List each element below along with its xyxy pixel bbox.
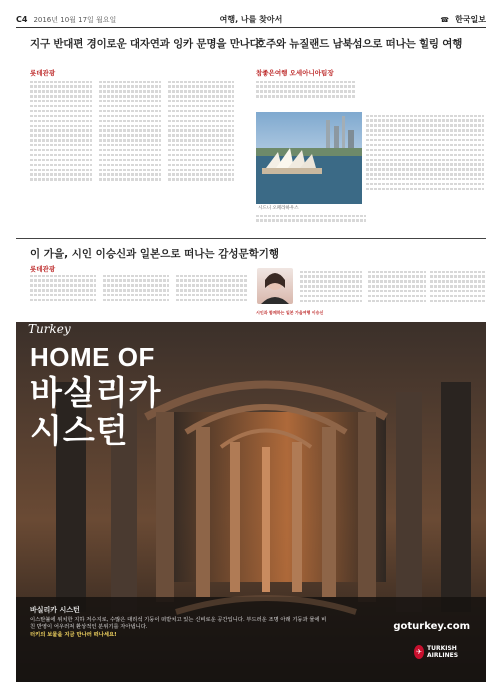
article1-byline: 롯데관광: [30, 69, 56, 77]
turkish-airlines-logo: [414, 642, 472, 662]
turkey-ad[interactable]: [16, 322, 486, 682]
article2-column-right: [366, 112, 484, 230]
airline-emblem-icon: ✈: [414, 645, 424, 659]
ad-home-of: HOME OF: [30, 342, 155, 372]
page-number: C4: [16, 15, 28, 24]
portrait-caption: 시인과 함께하는 일본 가을여행 이승신: [256, 310, 324, 315]
issue-date: 2016년 10월 17일 월요일: [33, 15, 117, 24]
article3-byline: 롯데관광: [30, 265, 56, 273]
author-portrait: [257, 268, 293, 304]
article2-headline: 호주와 뉴질랜드 남북섬으로 떠나는 힐링 여행: [256, 38, 463, 50]
ad-body-text: 이스탄불에 위치한 지하 저수지로, 수많은 대리석 기둥이 떠받치고 있는 신비로운 공간입니다. 부드러운 조명 아래 기둥과 물에 비친 반영이 어우러져 환상적인 분위기를 자아냅니다.: [30, 616, 327, 631]
ad-title-line-2: 시스턴: [30, 411, 129, 450]
ad-body-head: 바실리카 시스턴: [30, 606, 80, 614]
airline-name: TURKISH AIRLINES: [427, 645, 459, 659]
article1-headline: 지구 반대편 경이로운 대자연과 잉카 문명을 만나다: [30, 38, 260, 50]
page-header: [16, 12, 486, 28]
article3-column-4: [300, 268, 362, 320]
article3-column-1: [30, 272, 96, 320]
phone-icon: ☎: [440, 15, 450, 24]
article3-headline: 이 가을, 시인 이승신과 일본으로 떠나는 감성문학기행: [30, 248, 280, 260]
article3-column-3: [176, 272, 248, 320]
section-title: 여행, 나를 찾아서: [219, 15, 283, 24]
turkey-logo: Turkey: [28, 322, 71, 336]
section-divider: [16, 238, 486, 239]
ad-title-line-1: 바실리카: [30, 373, 162, 412]
brand-name: 한국일보: [455, 15, 486, 24]
article2-byline: 참좋은여행 오세아니아팀장: [256, 69, 334, 77]
article2-intro: [256, 78, 356, 112]
article3-column-5: [368, 268, 426, 320]
sydney-opera-house-photo: [256, 112, 362, 204]
article1-column-1: [30, 78, 92, 228]
photo-caption: 시드니 오페라하우스: [258, 206, 299, 211]
ad-body: [30, 607, 330, 639]
article1-column-3: [168, 78, 234, 228]
ad-title: [30, 374, 162, 450]
goturkey-link[interactable]: goturkey.com: [393, 621, 470, 632]
article3-column-2: [103, 272, 169, 320]
article2-column-bottom: [256, 212, 366, 232]
ad-body-highlight: 터키의 보물을 지금 만나러 떠나세요!: [30, 631, 117, 638]
article1-column-2: [99, 78, 161, 228]
article3-column-6: [430, 268, 486, 320]
